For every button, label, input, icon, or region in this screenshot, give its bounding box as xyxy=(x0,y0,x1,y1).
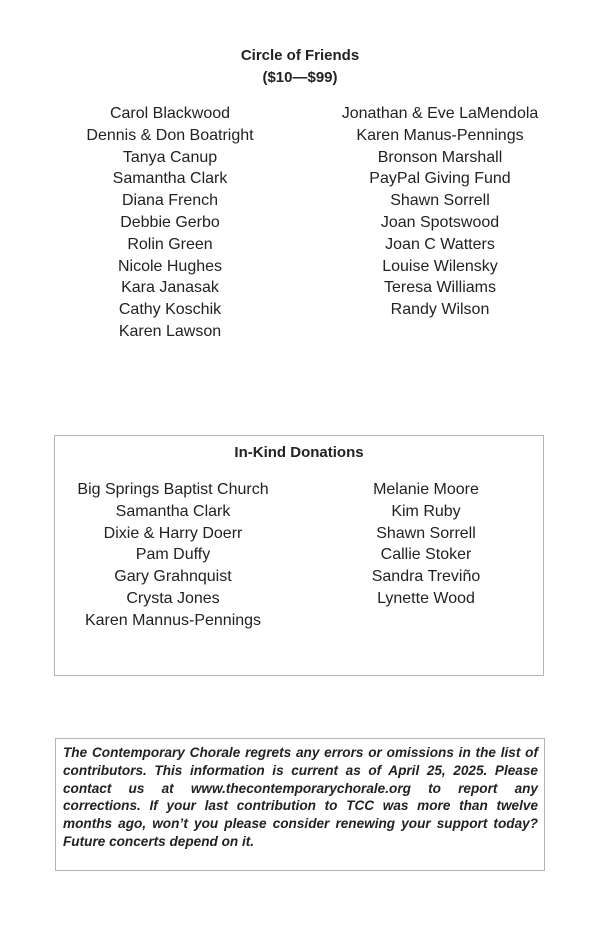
donor-name: Carol Blackwood xyxy=(109,105,231,122)
donor-name: Melanie Moore xyxy=(373,481,479,498)
donor-name: Big Springs Baptist Church xyxy=(77,481,269,498)
donor-name: Callie Stoker xyxy=(380,546,472,564)
donor-name: Joan C Watters xyxy=(385,235,495,253)
circle-of-friends-title: Circle of Friends xyxy=(240,47,360,64)
donor-name: Teresa Williams xyxy=(383,279,496,297)
in-kind-donations-box xyxy=(54,435,544,676)
donor-name: Randy Wilson xyxy=(390,301,490,319)
donor-name: Karen Lawson xyxy=(118,322,222,340)
donor-name: Sandra Treviño xyxy=(371,568,481,586)
circle-of-friends-left-list xyxy=(70,103,270,343)
donor-name: Crysta Jones xyxy=(126,589,220,607)
donor-name: Tanya Canup xyxy=(122,148,218,166)
circle-of-friends-right-list xyxy=(320,103,560,321)
in-kind-left-list xyxy=(63,479,283,632)
donor-name: Nicole Hughes xyxy=(117,257,223,275)
contributors-notice-text: The Contemporary Chorale regrets any errors or omissions in the list of contributors. This information is current as of April 25, 2025. Please contact us at www.thecontemporarychorale.org to report any corrections. If your last contribution to TCC was more than twelve months ago, won’t you please consider renewing your support today? Future concerts depend on it. xyxy=(63,745,538,849)
donor-name: Kim Ruby xyxy=(391,502,461,520)
donor-name: Kara Janasak xyxy=(121,279,219,297)
circle-of-friends-range: ($10—$99) xyxy=(262,69,338,86)
donor-name: Samantha Clark xyxy=(112,170,228,188)
donor-name: Samantha Clark xyxy=(115,502,231,520)
donor-name: Gary Grahnquist xyxy=(114,568,232,586)
donor-name: Diana French xyxy=(121,192,219,210)
contributors-notice-box xyxy=(55,738,545,871)
donor-name: Jonathan & Eve LaMendola xyxy=(341,105,539,122)
donor-name: Karen Manus-Pennings xyxy=(356,126,524,144)
donor-name: Dennis & Don Boatright xyxy=(86,126,254,144)
donor-name: PayPal Giving Fund xyxy=(369,170,511,188)
donor-name: Shawn Sorrell xyxy=(390,192,490,210)
donor-name: Bronson Marshall xyxy=(377,148,503,166)
donor-name: Dixie & Harry Doerr xyxy=(103,524,243,542)
donor-name: Karen Mannus-Pennings xyxy=(84,611,262,629)
donor-name: Joan Spotswood xyxy=(380,213,500,231)
in-kind-donations-title: In-Kind Donations xyxy=(234,444,364,461)
donor-name: Cathy Koschik xyxy=(118,301,222,319)
donor-name: Debbie Gerbo xyxy=(120,213,220,231)
donor-name: Shawn Sorrell xyxy=(376,524,476,542)
donor-name: Pam Duffy xyxy=(135,546,211,564)
in-kind-right-list xyxy=(346,479,506,610)
donor-name: Lynette Wood xyxy=(377,589,475,607)
donor-name: Louise Wilensky xyxy=(382,257,498,275)
donor-name: Rolin Green xyxy=(127,235,213,253)
